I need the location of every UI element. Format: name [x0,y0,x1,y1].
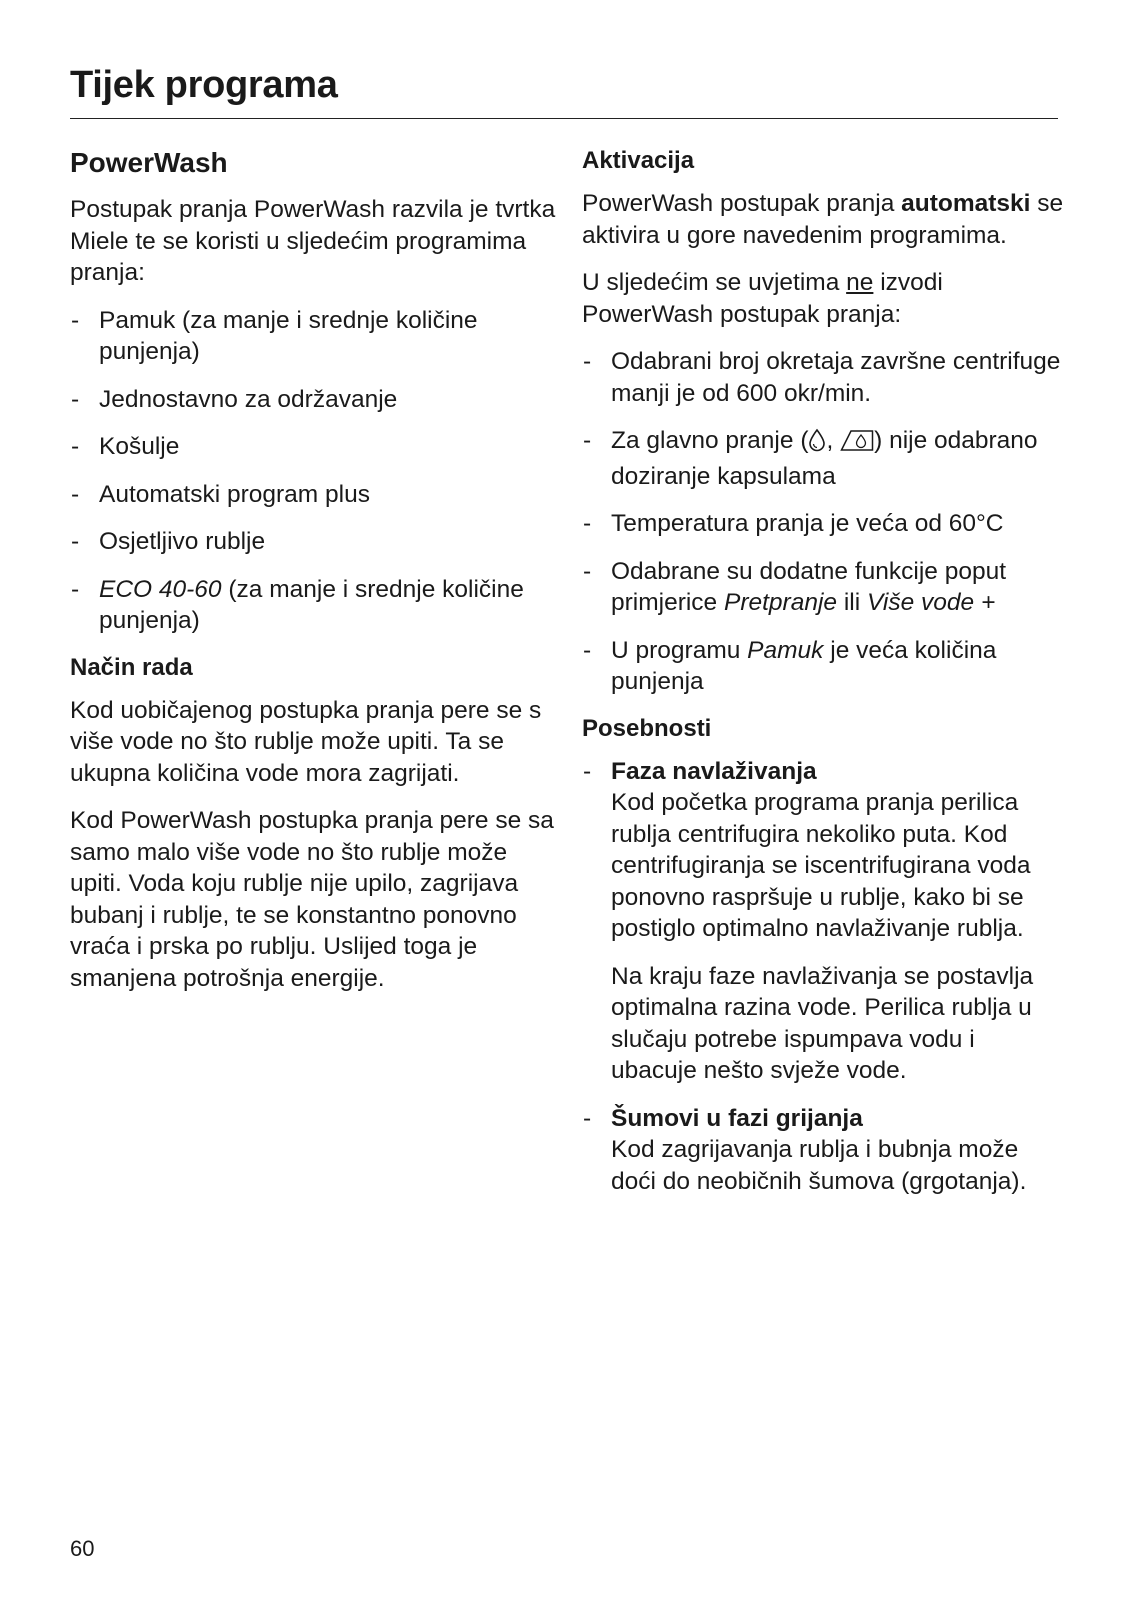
list-item: - ECO 40-60 (za manje i srednje količine punjenja) [71,575,524,634]
mode-paragraph-1: Kod uobičajenog postupka pranja pere se s više vode no što rublje može upiti. Ta se ukupna količina vode mora zagrijati. [70,696,542,787]
activation-paragraph: PowerWash postupak pranja automatski se aktivira u gore navedenim programima. [582,190,1064,249]
list-item: - Faza navlaživanja Kod početka programa pranja perilica rublja centrifugira nekoliko puta. Kod centrifugiranja se iscentrifugirana voda ponovno raspršuje u rublje, kako bi se postiglo optimalno navlaživanje rublja. [582,756,1067,945]
feature-title: Faza navlaživanja [611,757,817,785]
list-item: - Osjetljivo rublje [71,528,266,555]
sub-heading-activation: Aktivacija [582,147,695,174]
detergent-compartment-icon [840,428,874,461]
conditions-list [582,346,1067,698]
title-divider [70,118,1058,119]
list-item: - U programu Pamuk je veća količina punjenja [583,636,997,695]
page-number: 60 [70,1536,95,1561]
program-list [70,305,560,637]
feature-title: Šumovi u fazi grijanja [611,1104,863,1132]
water-drop-icon [808,428,826,461]
list-item: - Odabrani broj okretaja završne centrifuge manji je od 600 okr/min. [583,348,1061,407]
feature-text: Kod početka programa pranja perilica rublja centrifugira nekoliko puta. Kod centrifugiranja se iscentrifugirana voda ponovno raspršuje u rublje, kako bi se postiglo optimalno navlaživanje rublja. [611,789,1031,942]
list-item: - Temperatura pranja je veća od 60°C [583,510,1004,537]
list-item: - Pamuk (za manje i srednje količine punjenja) [71,306,478,365]
list-item: - Odabrane su dodatne funkcije poput primjerice Pretpranje ili Više vode + [583,557,1007,616]
list-item: - Automatski program plus [71,480,370,508]
feature-paragraph: Na kraju faze navlaživanja se postavlja optimalna razina vode. Perilica rublja u slučaju potrebe ispumpava vodu i ubacuje nešto svježe vode. [611,962,1034,1084]
intro-paragraph: Postupak pranja PowerWash razvila je tvrtka Miele te se koristi u sljedećim programima pranja: [70,196,556,286]
list-item: - Jednostavno za održavanje [71,385,398,413]
page-title: Tijek programa [70,64,338,106]
sub-heading-specials: Posebnosti [582,714,712,742]
mode-paragraph-2: Kod PowerWash postupka pranja pere se sa samo malo više vode no što rublje može upiti. Voda koju rublje nije upilo, zagrijava bubanj i rublje, te se konstantno ponovno vraća i prska po rublju. Uslijed toga je smanjena potrošnja energije. [70,807,554,992]
list-item: - Košulje [71,433,180,460]
feature-text: Kod zagrijavanja rublja i bubnja može doći do neobičnih šumova (grgotanja). [611,1136,1027,1195]
right-column [582,146,1067,1213]
section-heading-powerwash: PowerWash [70,147,228,178]
specials-list-2 [582,1103,1067,1198]
left-column [70,146,560,1010]
specials-list [582,756,1067,945]
list-item: - Za glavno pranje ( , ) nije odabrano doziranje kapsulama [583,427,1038,490]
conditions-intro: U sljedećim se uvjetima ne izvodi PowerWash postupak pranja: [582,269,943,328]
list-item: - Šumovi u fazi grijanja Kod zagrijavanja rublja i bubnja može doći do neobičnih šumova (grgotanja). [582,1103,1067,1198]
sub-heading-mode: Način rada [70,653,193,681]
